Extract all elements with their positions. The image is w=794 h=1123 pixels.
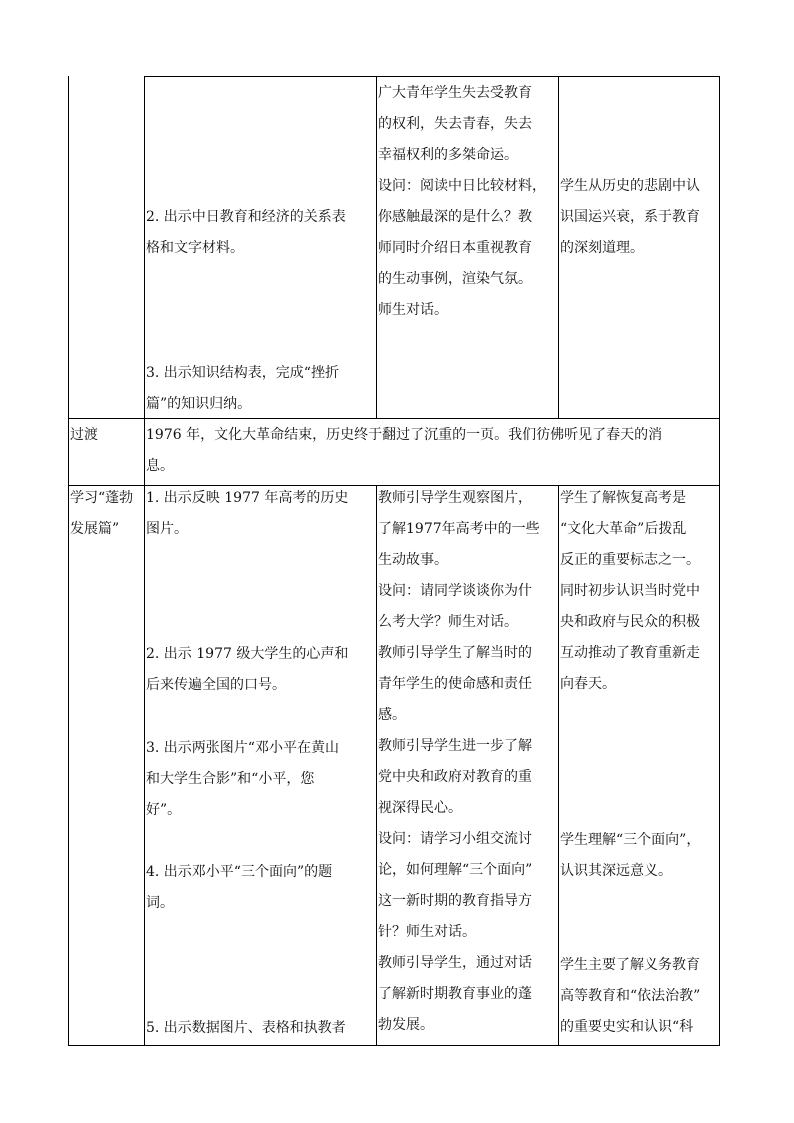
text-line: 教师引导学生，通过对话: [378, 955, 532, 971]
text-line: 5. 出示数据图片、表格和执教者: [146, 1020, 346, 1036]
text-line: 学生理解“三个面向”，: [560, 832, 701, 848]
text-line: 反正的重要标志之一。: [560, 552, 700, 568]
text-line: 你感触最深的是什么？教: [378, 209, 532, 225]
study-step-3: [146, 733, 376, 826]
text-line: 1. 出示反映 1977 年高考的历史: [146, 490, 349, 506]
text-line: 1976 年，文化大革命结束，历史终于翻过了沉重的一页。我们彷佛听见了春天的消: [146, 427, 663, 443]
first-block-teacher-activity: [378, 78, 558, 326]
text-line: 后来传遍全国的口号。: [146, 677, 286, 693]
text-line: 息。: [146, 458, 174, 474]
table-divider-col3-lower: [558, 485, 559, 1046]
first-block-step-3: [146, 358, 376, 420]
first-block-step-2: [146, 202, 376, 264]
study-step-2: [146, 639, 376, 701]
text-line: 了解新时期教育事业的蓬: [378, 986, 532, 1002]
study-student-outcome-3: [560, 950, 720, 1043]
text-line: 论，如何理解“三个面向”: [378, 862, 533, 878]
text-line: 词。: [146, 895, 174, 911]
text-line: 生动故事。: [378, 552, 448, 568]
text-line: 高等教育和“依法治教”: [560, 988, 701, 1004]
text-line: 了解1977年高考中的一些: [378, 521, 540, 537]
table-divider-col3: [558, 76, 559, 418]
text-line: 的重要史实和认识“科: [560, 1019, 694, 1035]
text-line: 图片。: [146, 521, 188, 537]
transition-label: [70, 420, 144, 451]
text-line: 幸福权利的多桀命运。: [378, 147, 518, 163]
study-step-5: [146, 1013, 376, 1044]
table-divider-col1: [144, 76, 145, 1046]
text-line: 2. 出示 1977 级大学生的心声和: [146, 646, 349, 662]
text-line: 教师引导学生了解当时的: [378, 645, 532, 661]
row-label: 过渡: [70, 427, 98, 443]
text-line: 发展篇”: [70, 521, 120, 537]
text-line: 格和文字材料。: [146, 240, 244, 256]
text-line: “文化大革命”后拨乱: [560, 521, 687, 537]
study-student-outcome-1: [560, 483, 720, 700]
study-block-label: [70, 483, 144, 545]
text-line: 针？师生对话。: [378, 924, 476, 940]
text-line: 学生从历史的悲剧中认: [560, 178, 700, 194]
text-line: 师同时介绍日本重视教育: [378, 240, 532, 256]
text-line: 认识其深远意义。: [560, 863, 672, 879]
transition-text: [146, 420, 720, 482]
text-line: 设问：请学习小组交流讨: [378, 831, 532, 847]
study-step-4: [146, 857, 376, 919]
text-line: 互动推动了教育重新走: [560, 645, 700, 661]
text-line: 和大学生合影”和“小平，您: [146, 771, 315, 787]
text-line: 篇”的知识归纳。: [146, 396, 252, 412]
text-line: 2. 出示中日教育和经济的关系表: [146, 209, 346, 225]
text-line: 3. 出示两张图片“邓小平在黄山: [146, 740, 339, 756]
text-line: 党中央和政府对教育的重: [378, 769, 532, 785]
text-line: 青年学生的使命感和责任: [378, 676, 532, 692]
text-line: 学习“蓬勃: [70, 490, 134, 506]
text-line: 设问：阅读中日比较材料，: [378, 178, 546, 194]
text-line: 感。: [378, 707, 406, 723]
text-line: 么考大学？师生对话。: [378, 614, 518, 630]
study-student-outcome-2: [560, 825, 720, 887]
text-line: 好”。: [146, 802, 182, 818]
table-border-bottom: [68, 1045, 720, 1046]
table-divider-col2-lower: [376, 485, 377, 1046]
text-line: 这一新时期的教育指导方: [378, 893, 532, 909]
text-line: 广大青年学生失去受教育: [378, 85, 532, 101]
text-line: 的生动事例，渲染气氛。: [378, 271, 532, 287]
text-line: 学生了解恢复高考是: [560, 490, 686, 506]
text-line: 勃发展。: [378, 1017, 434, 1033]
text-line: 师生对话。: [378, 302, 448, 318]
text-line: 设问：请同学谈谈你为什: [378, 583, 532, 599]
table-border-left: [68, 76, 69, 1046]
table-divider-col2: [376, 76, 377, 418]
text-line: 教师引导学生进一步了解: [378, 738, 532, 754]
text-line: 同时初步认识当时党中: [560, 583, 700, 599]
study-step-1: [146, 483, 376, 545]
text-line: 4. 出示邓小平“三个面向”的题: [146, 864, 333, 880]
text-line: 的权利，失去青春，失去: [378, 116, 532, 132]
text-line: 教师引导学生观察图片，: [378, 490, 532, 506]
first-block-student-outcome: [560, 171, 720, 264]
text-line: 视深得民心。: [378, 800, 462, 816]
study-teacher-activity: [378, 483, 558, 1041]
text-line: 的深刻道理。: [560, 240, 644, 256]
text-line: 央和政府与民众的积极: [560, 614, 700, 630]
text-line: 3. 出示知识结构表，完成“挫折: [146, 365, 339, 381]
text-line: 学生主要了解义务教育: [560, 957, 700, 973]
table-border-top-partial: [144, 76, 720, 77]
text-line: 识国运兴衰，系于教育: [560, 209, 700, 225]
text-line: 向春天。: [560, 676, 616, 692]
